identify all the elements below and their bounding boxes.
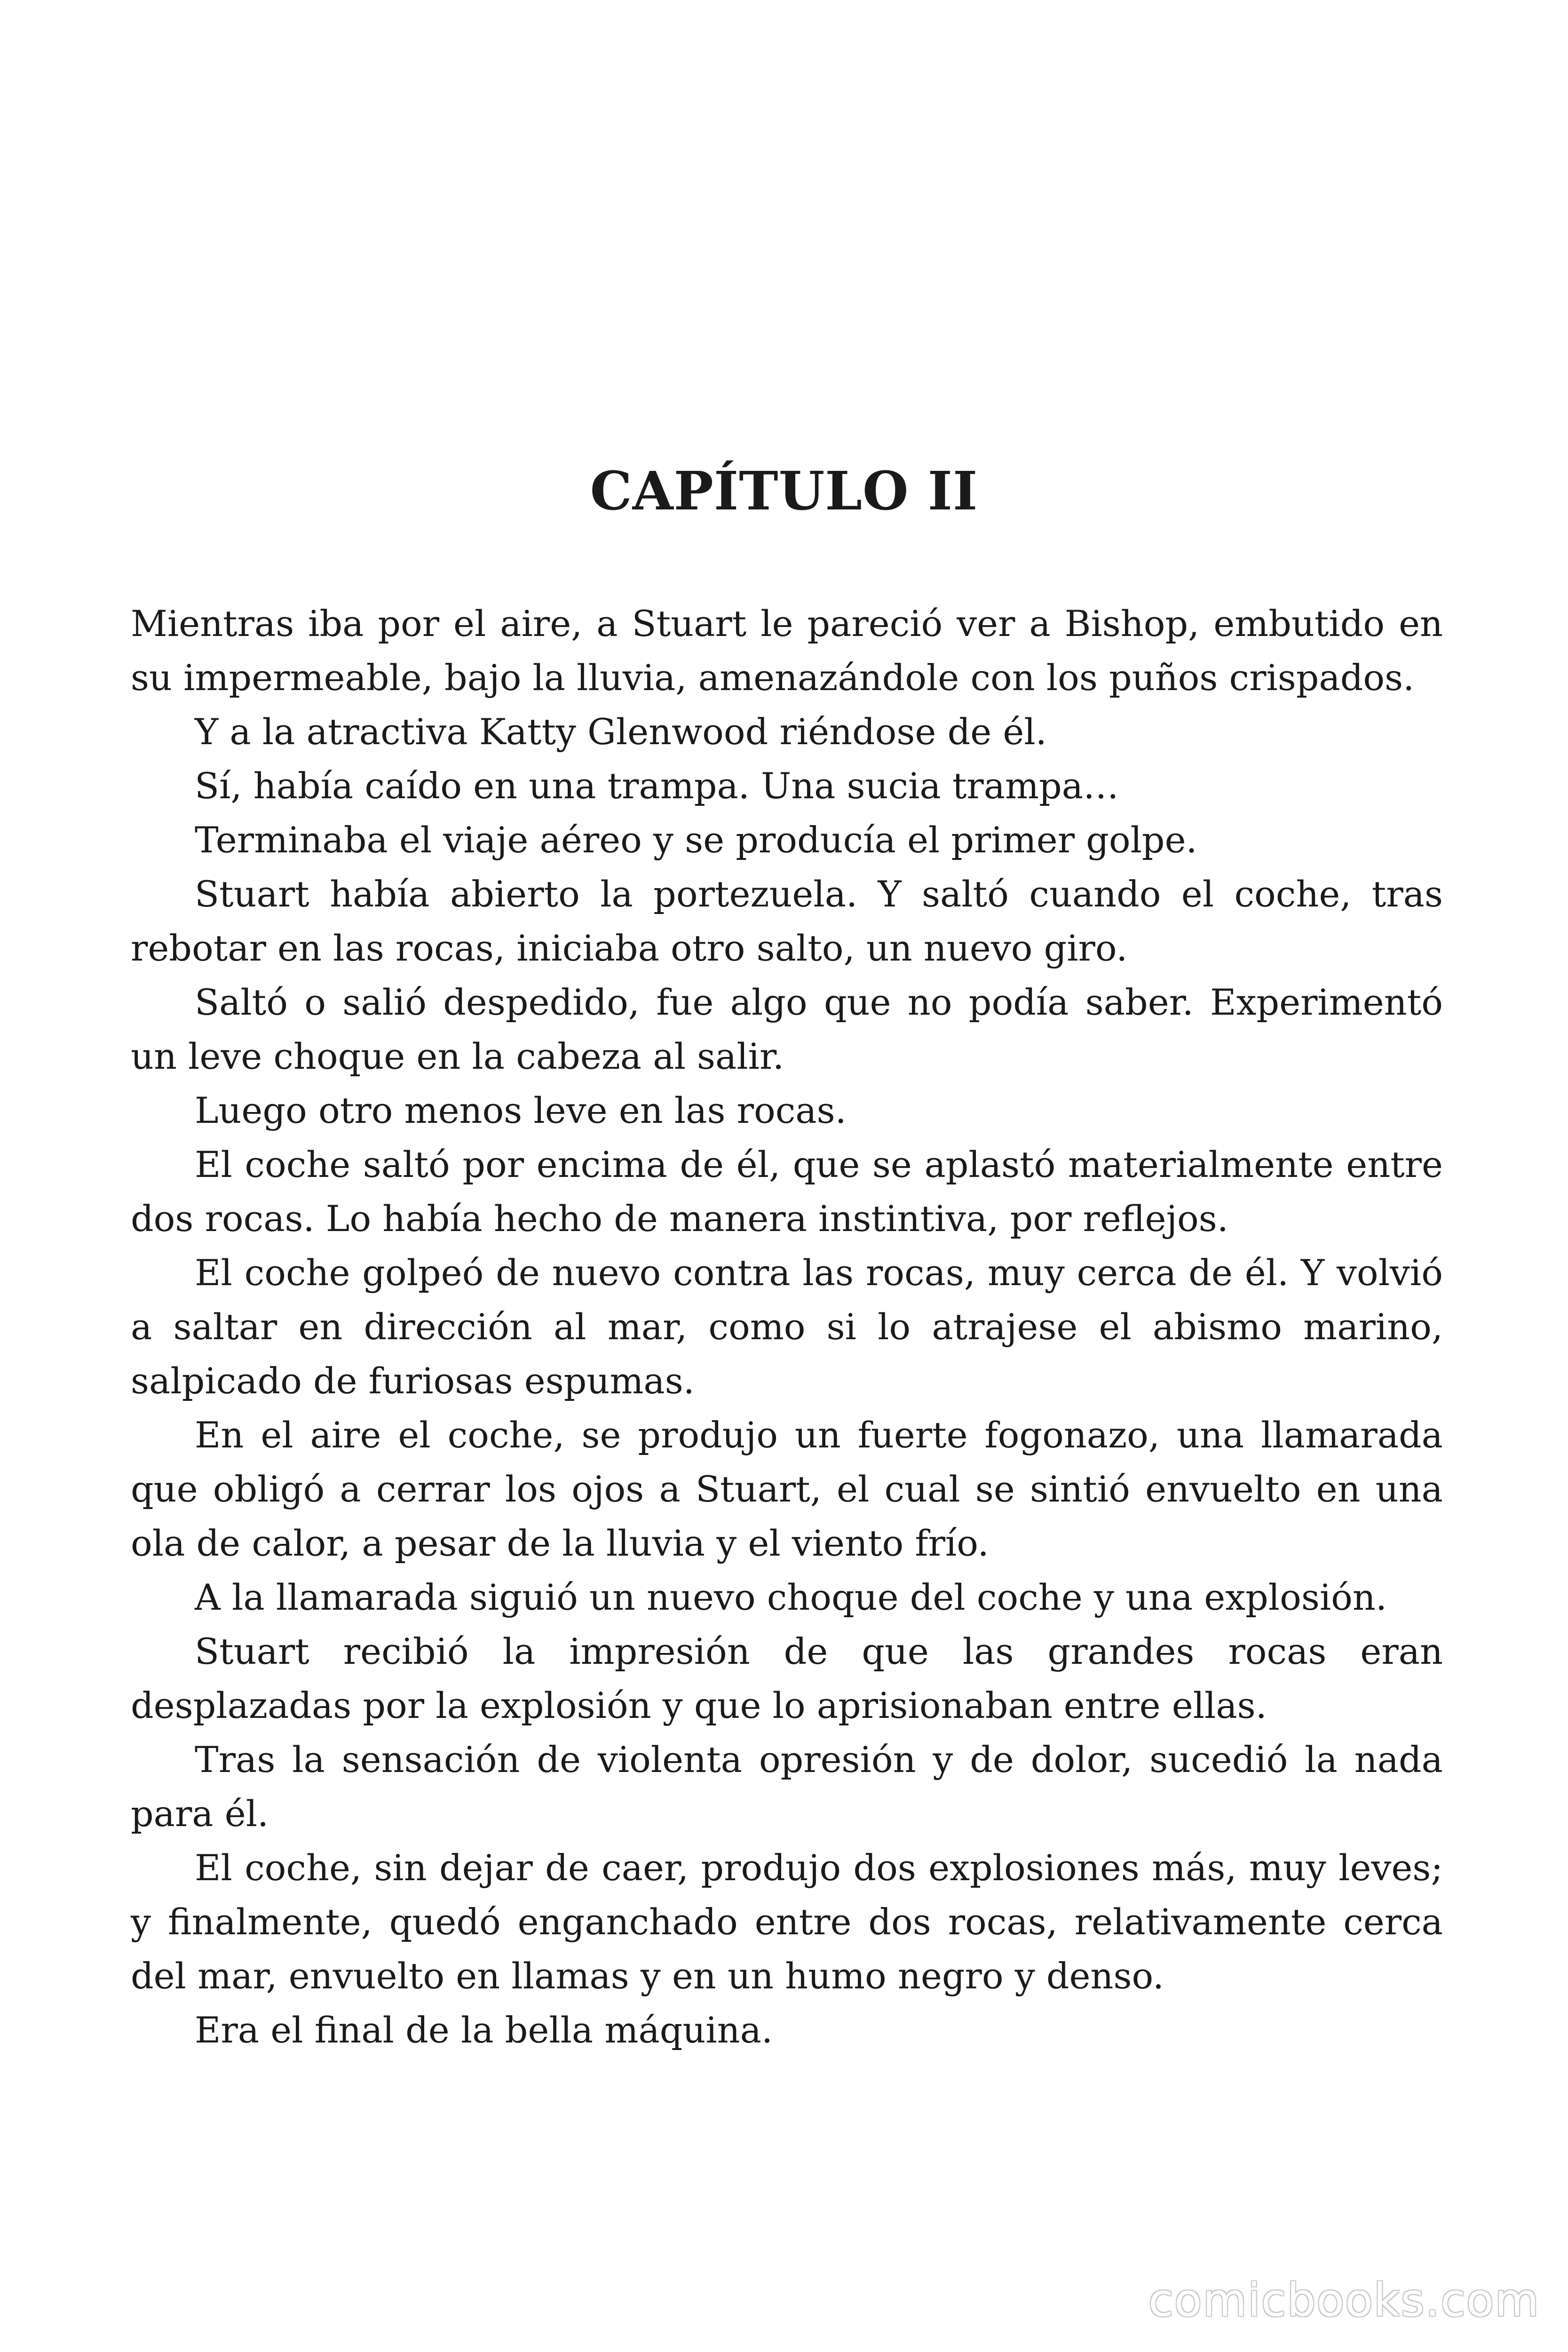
paragraph: Stuart recibió la impresión de que las grandes rocas eran desplazadas por la explosión y que lo aprisionaban entre ellas. bbox=[131, 1630, 1443, 1726]
chapter-body bbox=[131, 596, 1443, 2057]
paragraph: Y a la atractiva Katty Glenwood riéndose de él. bbox=[195, 711, 1047, 753]
paragraph: A la llamarada siguió un nuevo choque del coche y una explosión. bbox=[195, 1576, 1387, 1618]
chapter-title: CAPÍTULO II bbox=[590, 461, 978, 522]
paragraph: Tras la sensación de violenta opresión y de dolor, sucedió la nada para él. bbox=[131, 1739, 1443, 1835]
paragraph: Sí, había caído en una trampa. Una sucia trampa… bbox=[195, 765, 1119, 807]
paragraph: En el aire el coche, se produjo un fuerte fogonazo, una llamarada que obligó a cerrar los ojos a Stuart, el cual se sintió envuelto en una ola de calor, a pesar de la lluvia y el viento frío. bbox=[131, 1414, 1443, 1564]
paragraph: Saltó o salió despedido, fue algo que no podía saber. Experimentó un leve choque en la cabeza al salir. bbox=[131, 981, 1443, 1077]
paragraph: El coche, sin dejar de caer, produjo dos explosiones más, muy leves; y finalmente, quedó enganchado entre dos rocas, relativamente cerca del mar, envuelto en llamas y en un humo negro y denso. bbox=[131, 1847, 1443, 1997]
paragraph: Terminaba el viaje aéreo y se producía el primer golpe. bbox=[195, 819, 1197, 861]
paragraph: El coche golpeó de nuevo contra las rocas, muy cerca de él. Y volvió a saltar en dirección al mar, como si lo atrajese el abismo marino, salpicado de furiosas espumas. bbox=[131, 1252, 1443, 1402]
paragraph: Mientras iba por el aire, a Stuart le pareció ver a Bishop, embutido en su impermeable, bajo la lluvia, amenazándole con los puños crispados. bbox=[131, 603, 1443, 699]
paragraph: Luego otro menos leve en las rocas. bbox=[195, 1089, 847, 1131]
watermark: comicbooks.com bbox=[1148, 2274, 1540, 2327]
paragraph: Era el final de la bella máquina. bbox=[195, 2009, 773, 2051]
paragraph: El coche saltó por encima de él, que se aplastó materialmente entre dos rocas. Lo había hecho de manera instintiva, por reflejos. bbox=[131, 1144, 1443, 1240]
paragraph: Stuart había abierto la portezuela. Y saltó cuando el coche, tras rebotar en las rocas, iniciaba otro salto, un nuevo giro. bbox=[131, 873, 1443, 969]
